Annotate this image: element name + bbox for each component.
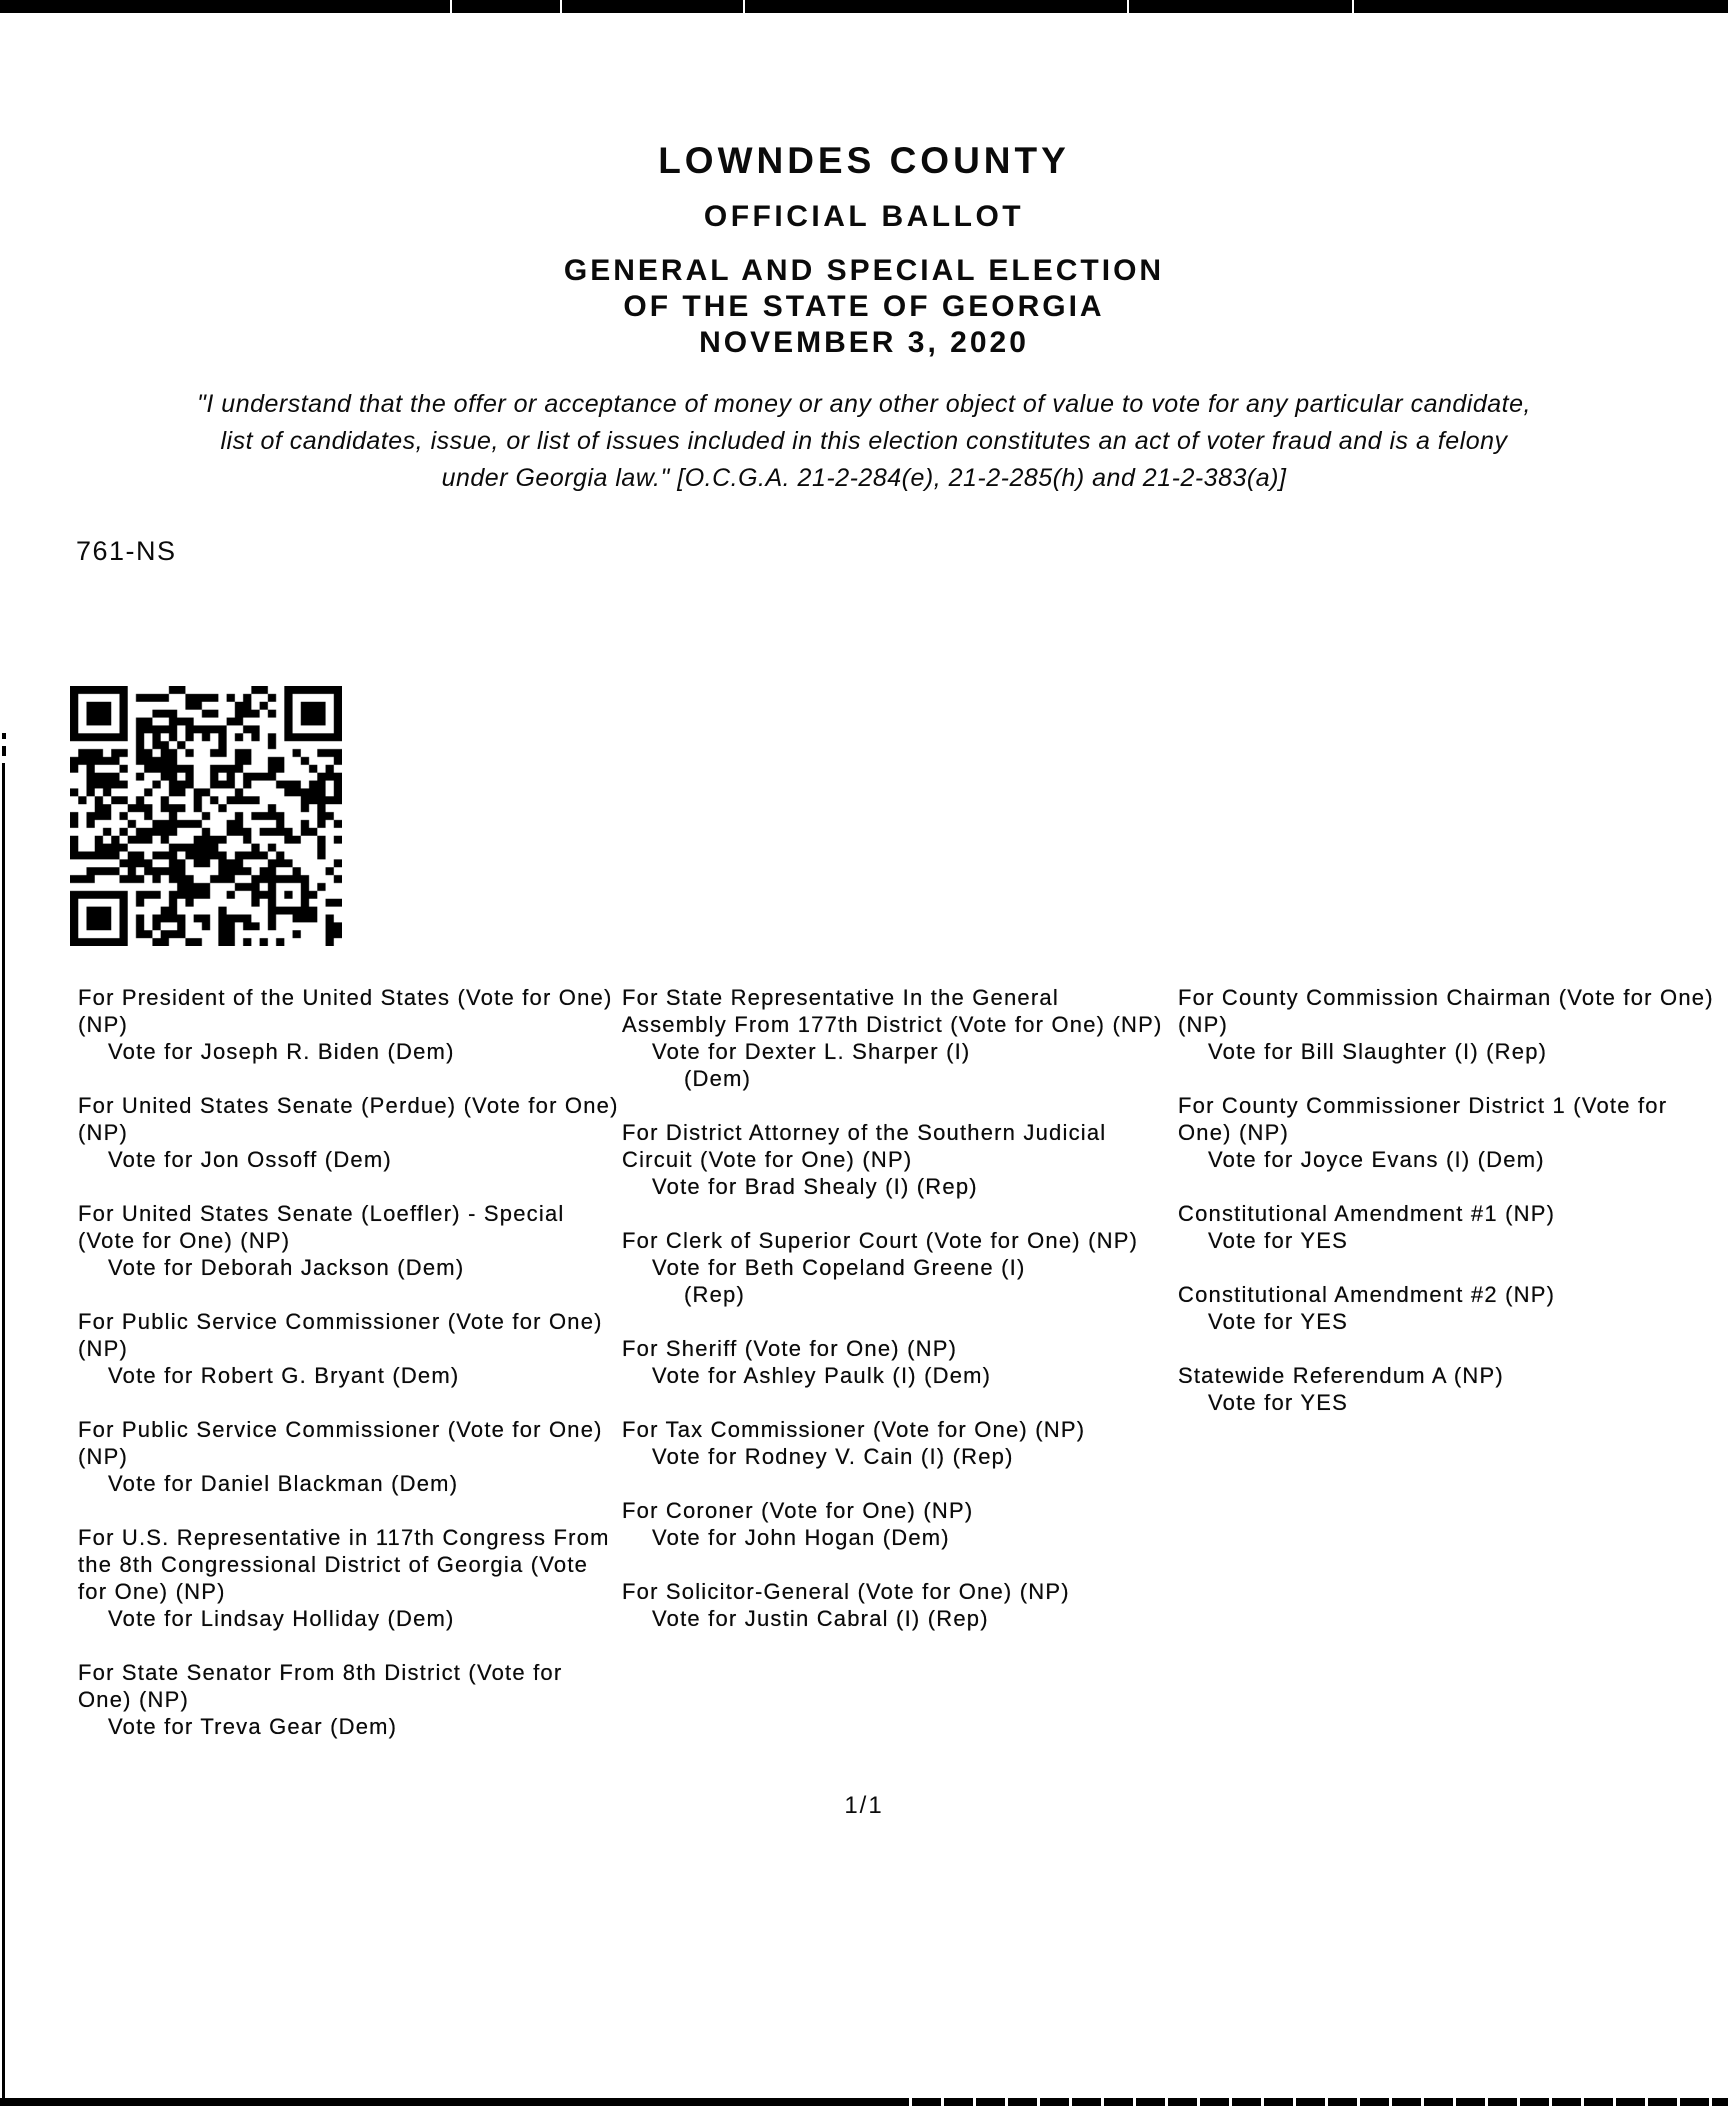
- contest-title: For Public Service Commissioner (Vote for One) (NP): [78, 1417, 603, 1469]
- contest: [1178, 1200, 1728, 1254]
- contest: [622, 1335, 1167, 1389]
- contest-column-2: [622, 984, 1167, 1659]
- vote-line: Vote for Daniel Blackman (Dem): [108, 1471, 459, 1496]
- vote-line: Vote for Dexter L. Sharper (I): [652, 1039, 971, 1064]
- election-date: NOVEMBER 3, 2020: [699, 326, 1029, 359]
- contest: [78, 1659, 623, 1740]
- left-edge-dash: [2, 746, 6, 756]
- contest-title: For County Commission Chairman (Vote for One) (NP): [1178, 985, 1714, 1037]
- election-title-line1: GENERAL AND SPECIAL ELECTION: [563, 254, 1165, 287]
- top-timing-mark: [0, 0, 1728, 13]
- vote-line: Vote for YES: [1208, 1390, 1348, 1415]
- vote-line: Vote for Rodney V. Cain (I) (Rep): [652, 1444, 1014, 1469]
- ballot-title: OFFICIAL BALLOT: [703, 200, 1025, 233]
- contest-title: For State Senator From 8th District (Vote for One) (NP): [78, 1660, 563, 1712]
- contest: [622, 984, 1167, 1092]
- contest-title: For President of the United States (Vote for One) (NP): [78, 985, 613, 1037]
- contest: [622, 1227, 1167, 1308]
- vote-line: Vote for John Hogan (Dem): [652, 1525, 950, 1550]
- vote-line: Vote for Treva Gear (Dem): [108, 1714, 398, 1739]
- vote-line: Vote for YES: [1208, 1309, 1348, 1334]
- ballot-style-number: 761-NS: [76, 536, 177, 566]
- contest: [622, 1416, 1167, 1470]
- contest-title: For Tax Commissioner (Vote for One) (NP): [622, 1417, 1086, 1442]
- contest: [1178, 1362, 1728, 1416]
- contest-column-1: [78, 984, 623, 1767]
- contest: [78, 1416, 623, 1497]
- left-edge-mark: [2, 763, 5, 2098]
- contest: [1178, 984, 1728, 1065]
- contest-title: For Sheriff (Vote for One) (NP): [622, 1336, 958, 1361]
- contest-title: For District Attorney of the Southern Judicial Circuit (Vote for One) (NP): [622, 1120, 1107, 1172]
- contest-title: For Public Service Commissioner (Vote for One) (NP): [78, 1309, 603, 1361]
- vote-line: Vote for Deborah Jackson (Dem): [108, 1255, 465, 1280]
- vote-line: Vote for Joseph R. Biden (Dem): [108, 1039, 455, 1064]
- contest: [78, 1092, 623, 1173]
- ballot-header: [0, 141, 1728, 361]
- vote-line-2: (Dem): [684, 1066, 752, 1091]
- vote-line: Vote for Beth Copeland Greene (I): [652, 1255, 1026, 1280]
- notice-line: under Georgia law." [O.C.G.A. 21-2-284(e), 21-2-285(h) and 21-2-383(a)]: [441, 464, 1287, 492]
- voter-fraud-notice: [0, 386, 1728, 497]
- contest-title: Constitutional Amendment #1 (NP): [1178, 1201, 1556, 1226]
- vote-line: Vote for Lindsay Holliday (Dem): [108, 1606, 455, 1631]
- contest: [622, 1578, 1167, 1632]
- contest-title: For Solicitor-General (Vote for One) (NP): [622, 1579, 1070, 1604]
- notice-line: "I understand that the offer or acceptance of money or any other object of value to vote for any particular candidate,: [197, 390, 1531, 418]
- notice-line: list of candidates, issue, or list of issues included in this election constitutes an act of voter fraud and is a felony: [220, 427, 1508, 455]
- vote-line: Vote for Joyce Evans (I) (Dem): [1208, 1147, 1545, 1172]
- contest: [78, 1524, 623, 1632]
- contest-title: For Clerk of Superior Court (Vote for One) (NP): [622, 1228, 1139, 1253]
- left-edge-dash: [2, 733, 6, 739]
- contest-title: For U.S. Representative in 117th Congress From the 8th Congressional District of Georgia (Vote for One) (NP): [78, 1525, 610, 1604]
- county-title: LOWNDES COUNTY: [658, 140, 1070, 181]
- vote-line: Vote for Justin Cabral (I) (Rep): [652, 1606, 989, 1631]
- page-number: 1/1: [844, 1792, 884, 1819]
- contest-column-3: [1178, 984, 1728, 1443]
- contest-title: For United States Senate (Loeffler) - Special (Vote for One) (NP): [78, 1201, 565, 1253]
- contest-title: For United States Senate (Perdue) (Vote for One) (NP): [78, 1093, 619, 1145]
- contest: [78, 984, 623, 1065]
- bottom-timing-mark: [0, 2098, 1728, 2106]
- contest-title: Constitutional Amendment #2 (NP): [1178, 1282, 1556, 1307]
- vote-line: Vote for Jon Ossoff (Dem): [108, 1147, 392, 1172]
- contest: [78, 1200, 623, 1281]
- vote-line-2: (Rep): [684, 1282, 746, 1307]
- contest: [78, 1308, 623, 1389]
- vote-line: Vote for Bill Slaughter (I) (Rep): [1208, 1039, 1548, 1064]
- vote-line: Vote for YES: [1208, 1228, 1348, 1253]
- vote-line: Vote for Robert G. Bryant (Dem): [108, 1363, 460, 1388]
- vote-line: Vote for Brad Shealy (I) (Rep): [652, 1174, 978, 1199]
- contest-title: For Coroner (Vote for One) (NP): [622, 1498, 974, 1523]
- contest: [1178, 1281, 1728, 1335]
- contest-title: For State Representative In the General Assembly From 177th District (Vote for One) (NP): [622, 985, 1163, 1037]
- contest-title: Statewide Referendum A (NP): [1178, 1363, 1504, 1388]
- qr-code: [70, 686, 342, 946]
- vote-line: Vote for Ashley Paulk (I) (Dem): [652, 1363, 992, 1388]
- contest: [622, 1119, 1167, 1200]
- contest-title: For County Commissioner District 1 (Vote for One) (NP): [1178, 1093, 1668, 1145]
- election-title-line2: OF THE STATE OF GEORGIA: [623, 290, 1105, 323]
- contest: [622, 1497, 1167, 1551]
- contest: [1178, 1092, 1728, 1173]
